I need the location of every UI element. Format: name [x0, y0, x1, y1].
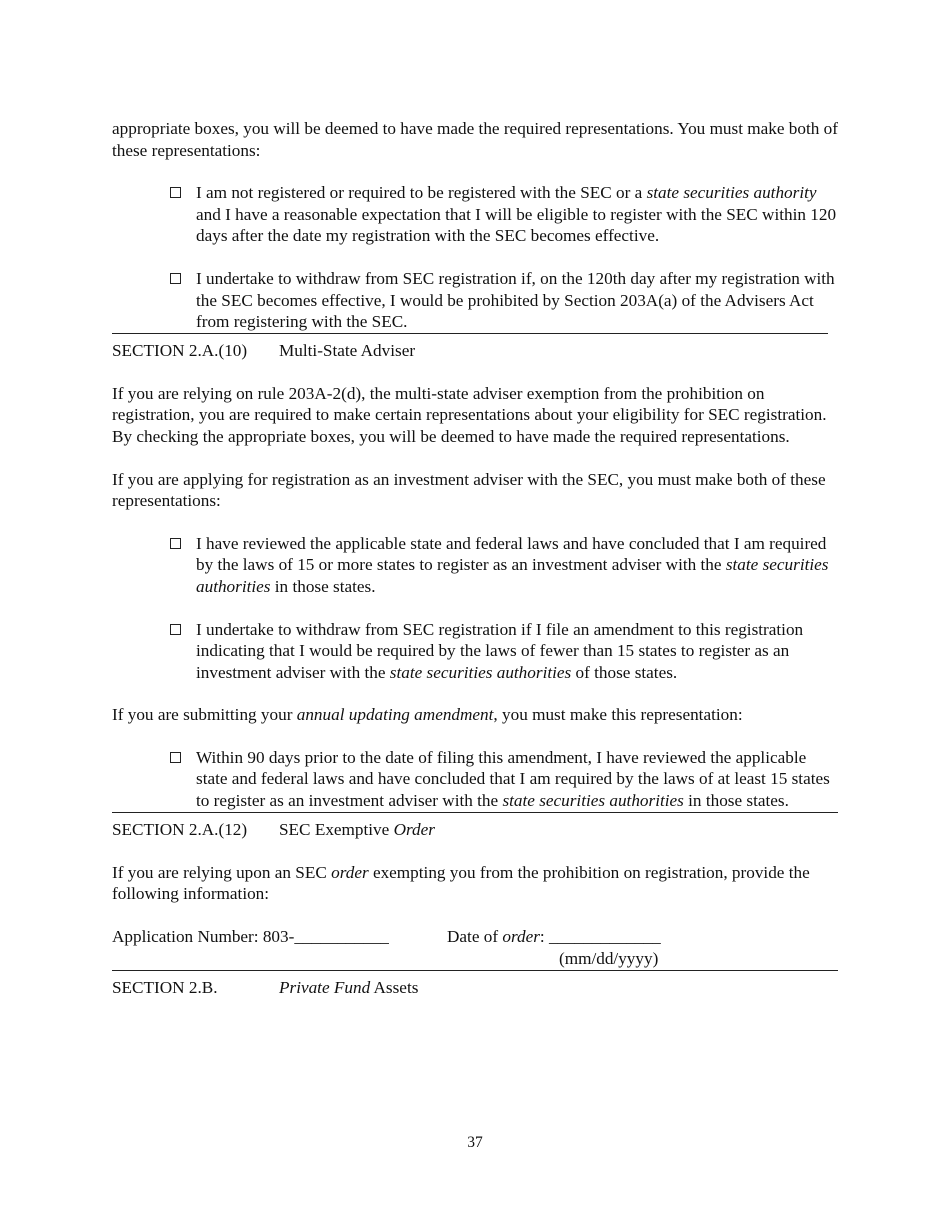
representation-item-3 [112, 533, 841, 598]
representation-item-5 [112, 747, 841, 812]
intro-paragraph: appropriate boxes, you will be deemed to have made the required representations. You must make both of these representations: [112, 119, 838, 160]
para-text-em: annual updating amendment [296, 705, 494, 725]
section-number: SECTION 2.A.(10) [112, 340, 248, 360]
order-date-label-post: : [539, 926, 549, 946]
application-number-blank[interactable]: ___________ [294, 926, 389, 946]
section-divider [112, 970, 838, 971]
order-fields [112, 926, 842, 970]
item-text-em: state securities authorities [502, 791, 684, 811]
section-title: Multi-State Adviser [279, 340, 416, 360]
item-text-post: of those states. [571, 662, 678, 682]
item-text-pre: I undertake to withdraw from SEC registration if I file an amendment to this registration indicating that I would be required by the laws of fewer than 15 states to register as an investment adviser with the [196, 619, 804, 682]
application-number-label: Application Number: 803- [112, 926, 295, 946]
checkbox[interactable] [170, 624, 181, 635]
title-text: SEC Exemptive [279, 819, 394, 839]
representation-item-1 [112, 182, 841, 247]
title-text-em: Order [393, 819, 435, 839]
checkbox[interactable] [170, 752, 181, 763]
para-text-pre: If you are submitting your [112, 705, 297, 725]
page-number: 37 [467, 1134, 483, 1151]
date-format-hint: (mm/dd/yyyy) [559, 948, 659, 968]
item-text-pre: I have reviewed the applicable state and federal laws and have concluded that I am required by the laws of 15 or more states to register as an investment adviser with the [196, 533, 827, 575]
section-heading-10 [112, 340, 842, 362]
checkbox[interactable] [170, 187, 181, 198]
document-page [112, 118, 842, 999]
order-date-blank[interactable]: _____________ [549, 926, 661, 946]
order-date-field[interactable] [447, 926, 661, 948]
item-text-pre: Within 90 days prior to the date of filing this amendment, I have reviewed the applicable state and federal laws and have concluded that I am required by the laws of at least 15 states to register as an investment adviser with the [196, 747, 830, 811]
section-divider [112, 333, 828, 334]
section-12-paragraph [112, 862, 842, 905]
item-text-pre: I am not registered or required to be registered with the SEC or a [196, 183, 647, 203]
item-text-em: state securities authorities [196, 555, 829, 596]
representation-item-4 [112, 619, 841, 684]
para-text-post: exempting you from the prohibition on registration, provide the following information: [112, 862, 810, 904]
section-title [279, 819, 435, 841]
section-title [279, 977, 418, 999]
section-heading-2b [112, 977, 842, 999]
checkbox[interactable] [170, 538, 181, 549]
section-divider [112, 812, 838, 813]
title-text-em: Private Fund [279, 977, 371, 997]
para-text-em: order [331, 862, 369, 882]
representation-item-2 [112, 268, 841, 333]
section-10-paragraph-2: If you are applying for registration as an investment adviser with the SEC, you must make both of these representations: [112, 469, 826, 511]
section-10-paragraph-3 [112, 704, 842, 726]
item-text-post: in those states. [270, 576, 376, 596]
checkbox[interactable] [170, 273, 181, 284]
item-text-post: and I have a reasonable expectation that I will be eligible to register with the SEC within 120 days after the date my registration with the SEC becomes effective. [196, 204, 837, 246]
order-date-label-em: order [502, 926, 540, 946]
para-text-pre: If you are relying upon an SEC [112, 862, 332, 882]
section-number: SECTION 2.A.(12) [112, 819, 248, 839]
order-date-label: Date of [447, 926, 503, 946]
item-text-em: state securities authorities [389, 662, 572, 682]
section-heading-12 [112, 819, 842, 841]
section-10-paragraph-1: If you are relying on rule 203A-2(d), the multi-state adviser exemption from the prohibition on registration, you are required to make certain representations about your eligibility for SEC registration. By checking the appropriate boxes, you will be deemed to have made the required representations. [112, 383, 827, 446]
section-number: SECTION 2.B. [112, 977, 218, 997]
item-text-post: in those states. [683, 791, 789, 811]
item-text-em: state securities authority [646, 183, 817, 203]
para-text-post: , you must make this representation: [493, 705, 743, 725]
title-text: Assets [370, 977, 419, 997]
item-text: I undertake to withdraw from SEC registration if, on the 120th day after my registration with the SEC becomes effective, I would be prohibited by Section 203A(a) of the Advisers Act from registering with the SEC. [196, 268, 835, 332]
application-number-field[interactable] [112, 926, 389, 948]
